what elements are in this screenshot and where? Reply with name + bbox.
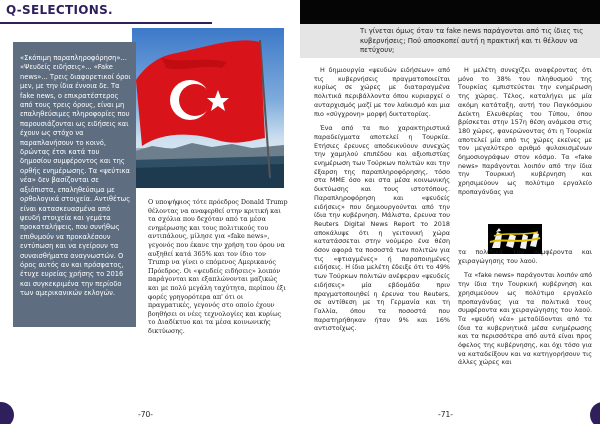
corner-circle-right [590, 402, 600, 424]
paragraph: Η μελέτη συνεχίζει αναφέροντας ότι μόνο το 38% του πληθυσμού της Τουρκίας εμπιστεύεται την ενημέρωση της χώρας. Τέλος, καταλήγει με μία ακόμη κατάταξη, αυτή του Παγκόσμιου Δείκτη Ελευθερίας του Τύπου, όπου βρίσκεται στην 157η θέση ανάμεσα στις 180 χώρες, φανερώνοντας ότι η Τουρκία αποτελεί μία από τις χώρες εκείνες με τον μεγαλύτερο αριθμό φυλακισμένων δημοσιογράφων στον κόσμο. Τα «fake news» παράγονται λοιπόν από την ίδια την Τουρκική κυβέρνηση και χρησιμεύουν ως πολύτιμο εργαλείο προπαγάνδας για [458, 66, 592, 196]
right-page [300, 0, 600, 424]
right-column-2-continued [458, 248, 592, 373]
paragraph: Τα «fake news» παράγονται λοιπόν από την ίδια την Τουρκική κυβέρνηση και χρησιμεύουν ως πολύτιμο εργαλείο προπαγάνδας για τα πολιτικά τους συμφέροντα και χειραγώγησης του λαού. Τα «ψευδή νέα» μεταδίδονται από τα ίδια τα κυβερνητικά μέσα ενημέρωσης και τα περισσότερα από αυτά είναι προς όφελος της κυβέρνησης, και όχι τόσο για να καταδείξουν και να κατηγορήσουν τις άλλες χώρες και [458, 271, 592, 367]
page-number-right: -71- [438, 410, 453, 419]
sidebar-text: «Σκόπιμη παραπληροφόρηση»... «Ψευδείς ειδήσεις»... «Fake news»... Τρεις διαφορετικοί όροι μεν, με την ίδια έννοια δε. Τα fake news, ο επικρατέστερος από τους τρεις όρους, είναι μη επαληθεύσιμες πληροφορίες που παρουσιάζονται ως ειδήσεις και έχουν ως στόχο να παραπλανήσουν το κοινό, δρώντας έτσι κατά του δημοσίου συμφέροντος και της ορθής ενημέρωσης. Τα «ψεύτικα νέα» δεν βασίζονται σε αξιόπιστα, επαληθεύσιμα με ορθολογικά στοιχεία. Αντιθέτως είναι κατασκευασμένα από ψευδή στοιχεία και γεμάτα προκαταλήψεις, που συνήθως επιθυμούν να προκαλέσουν εντύπωση και να εγείρουν τα συναισθήματα αναγνωστών. Ο όρος αυτός αν και πρόσφατος, έτυχε ευρείας χρήσης το 2016 και συγκεκριμένα την περίοδο των αμερικανικών εκλογών. [20, 54, 131, 298]
magazine-header: Q-SELECTIONS. [6, 3, 113, 17]
sidebar-box [13, 42, 136, 327]
paragraph: Η δημιουργία «ψευδών ειδήσεων» από τις κυβερνήσεις πραγματοποιείται κυρίως σε χώρες με διαταραγμένα πολιτικά περιβάλλοντα όπου κυριαρχεί ο αυταρχισμός μαζί με τον λαϊκισμό και μια πιο «σύγχρονη» μορφή δικτατορίας. [314, 66, 450, 118]
intro-quote: Τι γίνεται όμως όταν τα fake news παράγονται από τις ίδιες τις κυβερνήσεις; Πού αποσκοπεί αυτή η πρακτική και τι θέλουν να πετύχουν; [360, 27, 584, 54]
corner-circle-left [0, 402, 14, 424]
paragraph: τα πολιτικά του συμφέροντα και χειραγώγησης του λαού. [458, 248, 592, 265]
turkish-flag-icon [132, 28, 284, 188]
paragraph: Ένα από τα πιο χαρακτηριστικά παραδείγματα αποτελεί η Τουρκία. Ετήσιες έρευνες αποδεικνύουν συνεχώς την χαμηλού επιπέδου και αξιοπιστίας ενημέρωση των Τούρκων πολιτών και την έξαρση της παραπληροφόρησης, τόσο στα ΜΜΕ όσο και στα μέσα κοινωνικής δικτύωσης και τους ιστοτόπους. Παραπληροφόρηση και «ψευδείς ειδήσεις» που δημιουργούνται από την ίδια την κυβέρνηση. Μάλιστα, έρευνα του Reuters Digital News Report το 2018 αποκάλυψε ότι η γειτονική χώρα κατατάσσεται στην νούμερο ένα θέση όσον αφορά τα ποσοστά των πολιτών για τις «φτιαγμένες» ή παραποιημένες ειδήσεις. Η ίδια μελέτη έδειξε ότι το 49% των Τούρκων πολιτών ανέφεραν «ψευδείς ειδήσεις» μία εβδομάδα πριν πραγματοποιηθεί η έρευνα του Reuters, σε αντίθεση με τη Γερμανία και τη Γαλλία, όπου τα ποσοστά που παρατηρήθηκαν ήταν 9% και 16% αντιστοίχως. [314, 124, 450, 333]
flag-photo [132, 28, 284, 188]
left-body-text: Ο υποψήφιος τότε πρόεδρος Donald Trump θέλοντας να αναφερθεί στην κριτική και τα σχόλια που δεχόταν από τα μέσα ενημέρωσης και τους πολιτικούς του αντιπάλους, μίλησε για «fake news», γεγονός που έκανε την χρήση του όρου να αυξηθεί κατά 365% και τον ίδιο τον Trump να γίνει ο επόμενος Αμερικανός Πρόεδρος. Οι «ψευδείς ειδήσεις» λοιπόν παράγονται και εξαπλώνονται μαζικώς και με πολύ μεγάλη ταχύτητα, περίπου έξι φορές γρηγορότερα απ' ότι οι πραγματικές, γεγονός στο οποίο έχουν βοηθήσει οι νέες τεχνολογίες και κυρίως το Διαδίκτυο και τα μέσα κοινωνικής δικτύωσης. [148, 198, 288, 335]
page-number-left: -70- [138, 410, 153, 419]
header-rule [0, 22, 212, 24]
top-black-bar [300, 0, 600, 24]
right-column-1 [314, 66, 450, 339]
right-column-2 [458, 66, 592, 203]
